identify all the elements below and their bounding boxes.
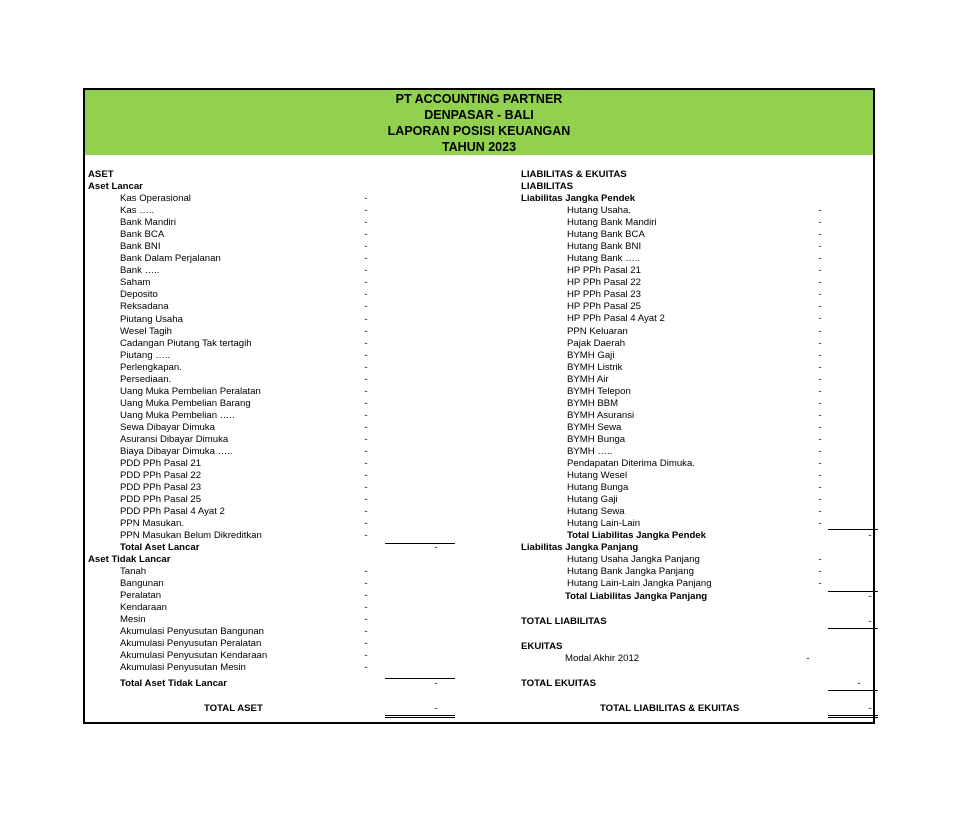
liability-item-label: HP PPh Pasal 25 xyxy=(567,301,641,313)
long-term-liabilities-heading: Liabilitas Jangka Panjang xyxy=(521,542,639,553)
asset-item-label: PPN Masukan. xyxy=(120,518,184,530)
asset-item-value: - xyxy=(364,518,368,530)
asset-item-label: PDD PPh Pasal 25 xyxy=(120,494,202,506)
asset-item-label: Akumulasi Penyusutan Peralatan xyxy=(120,638,262,650)
total-assets-label: TOTAL ASET xyxy=(204,703,263,714)
liability-item-value: - xyxy=(818,518,822,530)
total-liabilities-label: TOTAL LIABILITAS xyxy=(521,616,607,627)
asset-item-label: Bank Mandiri xyxy=(120,217,176,229)
liability-item-label: Hutang Bank Mandiri xyxy=(567,217,657,229)
liability-item-label: BYMH ….. xyxy=(567,446,613,457)
asset-item-value: - xyxy=(364,361,368,373)
asset-item-value: - xyxy=(364,253,368,265)
asset-item-label: Uang Muka Pembelian Peralatan xyxy=(120,385,261,397)
liability-item-value: - xyxy=(818,361,822,373)
liability-item-value: - xyxy=(818,458,822,470)
liability-item-value: - xyxy=(818,385,822,397)
liability-item-label: Hutang Bank ….. xyxy=(567,253,641,265)
liability-item-value: - xyxy=(818,313,822,325)
asset-item-label: Persediaan. xyxy=(120,373,172,385)
balance-sheet xyxy=(83,88,875,724)
liability-item-value: - xyxy=(818,337,822,349)
short-term-total-label: Total Liabilitas Jangka Pendek xyxy=(567,530,706,541)
asset-item-value: - xyxy=(364,325,368,337)
liability-item-value: - xyxy=(818,205,822,216)
asset-item-label: Biaya Dibayar Dimuka ….. xyxy=(120,446,233,458)
short-term-liabilities-heading: Liabilitas Jangka Pendek xyxy=(521,193,636,204)
liabilities-heading: LIABILITAS xyxy=(521,181,574,192)
liability-item-value: - xyxy=(818,289,822,301)
asset-item-label: Uang Muka Pembelian ….. xyxy=(120,409,235,421)
asset-item-value: - xyxy=(364,265,368,277)
asset-item-value: - xyxy=(364,313,368,325)
asset-item-label: Bank ….. xyxy=(120,265,160,277)
asset-item-value: - xyxy=(364,301,368,313)
liability-item-label: BYMH Gaji xyxy=(567,349,615,361)
liability-item-label: Hutang Bunga xyxy=(567,482,629,494)
liabilities-equity-heading: LIABILITAS & EKUITAS xyxy=(521,169,627,180)
asset-item-label: Tanah xyxy=(120,566,147,577)
total-equity-value: - xyxy=(857,678,861,689)
asset-item-label: Kas Operasional xyxy=(120,193,191,204)
asset-item-value: - xyxy=(364,397,368,409)
liability-item-value: - xyxy=(818,433,822,445)
liability-item-value: - xyxy=(818,482,822,494)
liability-item-label: BYMH BBM xyxy=(567,397,619,409)
asset-item-label: Bank Dalam Perjalanan xyxy=(120,253,221,265)
liability-item-label: Hutang Wesel xyxy=(567,470,628,482)
asset-item-label: Peralatan xyxy=(120,590,162,602)
asset-item-label: Saham xyxy=(120,277,151,289)
liability-item-value: - xyxy=(818,217,822,229)
total-liabilities-underline xyxy=(828,628,878,629)
liability-item-value: - xyxy=(818,265,822,277)
asset-item-label: Perlengkapan. xyxy=(120,361,182,373)
asset-item-label: Kas ….. xyxy=(120,205,155,217)
asset-item-label: Reksadana xyxy=(120,301,169,313)
liability-item-label: Pajak Daerah xyxy=(567,337,626,349)
current-assets-underline xyxy=(385,543,455,544)
noncurrent-assets-total-value: - xyxy=(434,678,438,689)
asset-item-value: - xyxy=(364,578,368,590)
asset-item-label: PPN Masukan Belum Dikreditkan xyxy=(120,530,262,542)
asset-item-value: - xyxy=(364,193,368,204)
header-banner xyxy=(85,90,873,155)
asset-item-value: - xyxy=(364,662,368,674)
asset-item-label: PDD PPh Pasal 22 xyxy=(120,470,202,482)
asset-item-value: - xyxy=(364,506,368,518)
liability-item-value: - xyxy=(818,229,822,241)
short-term-total-value: - xyxy=(868,530,872,541)
asset-item-value: - xyxy=(364,385,368,397)
equity-item-label: Modal Akhir 2012 xyxy=(565,653,640,664)
grand-total-value: - xyxy=(868,703,872,714)
noncurrent-assets-total-label: Total Aset Tidak Lancar xyxy=(120,678,227,689)
asset-item-value: - xyxy=(364,626,368,638)
asset-item-label: Kendaraan xyxy=(120,602,167,614)
asset-item-value: - xyxy=(364,241,368,253)
long-term-total-value: - xyxy=(868,591,872,602)
asset-item-value: - xyxy=(364,446,368,458)
asset-item-value: - xyxy=(364,566,368,577)
liability-item-label: HP PPh Pasal 4 Ayat 2 xyxy=(567,313,665,325)
liability-item-label: HP PPh Pasal 23 xyxy=(567,289,641,301)
asset-item-label: PDD PPh Pasal 21 xyxy=(120,458,202,470)
liability-item-label: Hutang Bank BNI xyxy=(567,241,642,253)
liability-item-label: BYMH Asuransi xyxy=(567,409,635,421)
liability-item-value: - xyxy=(818,397,822,409)
liability-item-value: - xyxy=(818,506,822,518)
liability-item-label: PPN Keluaran xyxy=(567,325,628,337)
asset-item-label: Deposito xyxy=(120,289,158,301)
liability-item-value: - xyxy=(818,421,822,433)
total-assets-double-underline xyxy=(385,715,455,718)
equity-heading: EKUITAS xyxy=(521,641,563,652)
report-title: LAPORAN POSISI KEUANGAN xyxy=(387,124,571,138)
asset-item-value: - xyxy=(364,638,368,650)
asset-item-value: - xyxy=(364,349,368,361)
asset-item-value: - xyxy=(364,590,368,602)
asset-item-value: - xyxy=(364,277,368,289)
asset-item-label: Akumulasi Penyusutan Mesin xyxy=(120,662,246,674)
long-term-total-label: Total Liabilitas Jangka Panjang xyxy=(565,591,708,602)
asset-item-label: Mesin xyxy=(120,614,146,626)
asset-item-label: PDD PPh Pasal 4 Ayat 2 xyxy=(120,506,225,518)
asset-item-value: - xyxy=(364,494,368,506)
asset-item-value: - xyxy=(364,409,368,421)
asset-item-label: Bangunan xyxy=(120,578,164,590)
asset-item-value: - xyxy=(364,421,368,433)
liability-item-value: - xyxy=(818,241,822,253)
liability-item-label: Hutang Gaji xyxy=(567,494,618,506)
liability-item-value: - xyxy=(818,554,822,565)
liability-item-label: Hutang Lain-Lain Jangka Panjang xyxy=(567,578,712,590)
asset-item-value: - xyxy=(364,229,368,241)
liability-item-value: - xyxy=(818,494,822,506)
liability-item-label: BYMH Telepon xyxy=(567,385,631,397)
asset-item-label: Bank BCA xyxy=(120,229,165,241)
asset-item-value: - xyxy=(364,205,368,217)
total-liabilities-value: - xyxy=(868,616,872,627)
asset-item-value: - xyxy=(364,434,368,445)
liability-item-value: - xyxy=(818,349,822,361)
liability-item-value: - xyxy=(818,253,822,265)
liability-item-label: HP PPh Pasal 22 xyxy=(567,277,641,289)
asset-item-label: Akumulasi Penyusutan Bangunan xyxy=(120,626,265,638)
liability-item-value: - xyxy=(818,373,822,385)
noncurrent-assets-underline xyxy=(385,678,455,679)
liability-item-label: BYMH Air xyxy=(567,373,609,385)
asset-item-label: Akumulasi Penyusutan Kendaraan xyxy=(120,650,268,662)
asset-item-value: - xyxy=(364,458,368,470)
liability-item-label: Pendapatan Diterima Dimuka. xyxy=(567,458,695,470)
liability-item-value: - xyxy=(818,446,822,457)
asset-item-value: - xyxy=(364,337,368,349)
liability-item-label: HP PPh Pasal 21 xyxy=(567,265,641,277)
asset-item-label: Piutang Usaha xyxy=(120,313,183,325)
company-city: DENPASAR - BALI xyxy=(424,108,534,122)
liability-item-label: BYMH Listrik xyxy=(567,361,623,373)
asset-item-label: Asuransi Dibayar Dimuka xyxy=(120,434,229,445)
liability-item-label: Hutang Usaha Jangka Panjang xyxy=(567,554,700,565)
liability-item-value: - xyxy=(818,409,822,421)
asset-item-value: - xyxy=(364,650,368,662)
company-name: PT ACCOUNTING PARTNER xyxy=(395,92,563,106)
total-equity-label: TOTAL EKUITAS xyxy=(521,678,596,689)
assets-heading: ASET xyxy=(88,169,114,180)
liability-item-label: Hutang Sewa xyxy=(567,506,625,518)
asset-item-value: - xyxy=(364,289,368,301)
current-assets-heading: Aset Lancar xyxy=(88,181,143,192)
grand-total-double-underline xyxy=(828,715,878,718)
asset-item-label: Bank BNI xyxy=(120,241,161,253)
asset-item-label: Wesel Tagih xyxy=(120,325,172,337)
asset-item-label: Piutang ….. xyxy=(120,349,171,361)
liability-item-value: - xyxy=(818,578,822,590)
noncurrent-assets-heading: Aset Tidak Lancar xyxy=(88,554,171,565)
liability-item-value: - xyxy=(818,470,822,482)
asset-item-label: Sewa Dibayar Dimuka xyxy=(120,421,215,433)
liability-item-label: BYMH Bunga xyxy=(567,433,626,445)
asset-item-label: PDD PPh Pasal 23 xyxy=(120,482,202,494)
current-assets-total-label: Total Aset Lancar xyxy=(120,542,200,553)
liability-item-label: Hutang Bank Jangka Panjang xyxy=(567,566,694,578)
current-assets-total-value: - xyxy=(434,542,438,553)
asset-item-value: - xyxy=(364,373,368,385)
asset-item-value: - xyxy=(364,602,368,614)
liability-item-value: - xyxy=(818,325,822,337)
grand-total-label: TOTAL LIABILITAS & EKUITAS xyxy=(600,703,740,714)
total-assets-value: - xyxy=(434,703,438,714)
equity-item-value: - xyxy=(806,653,810,664)
asset-item-value: - xyxy=(364,470,368,482)
liability-item-label: Hutang Lain-Lain xyxy=(567,518,641,530)
liability-item-value: - xyxy=(818,301,822,313)
liability-item-label: Hutang Usaha. xyxy=(567,205,631,216)
asset-item-value: - xyxy=(364,217,368,229)
asset-item-label: Cadangan Piutang Tak tertagih xyxy=(120,337,252,349)
asset-item-value: - xyxy=(364,614,368,626)
asset-item-value: - xyxy=(364,482,368,494)
asset-item-label: Uang Muka Pembelian Barang xyxy=(120,397,251,409)
asset-item-value: - xyxy=(364,530,368,542)
liability-item-value: - xyxy=(818,277,822,289)
liability-item-value: - xyxy=(818,566,822,578)
total-equity-underline xyxy=(828,690,878,691)
liability-item-label: Hutang Bank BCA xyxy=(567,229,645,241)
liability-item-label: BYMH Sewa xyxy=(567,421,622,433)
report-year: TAHUN 2023 xyxy=(441,140,517,154)
